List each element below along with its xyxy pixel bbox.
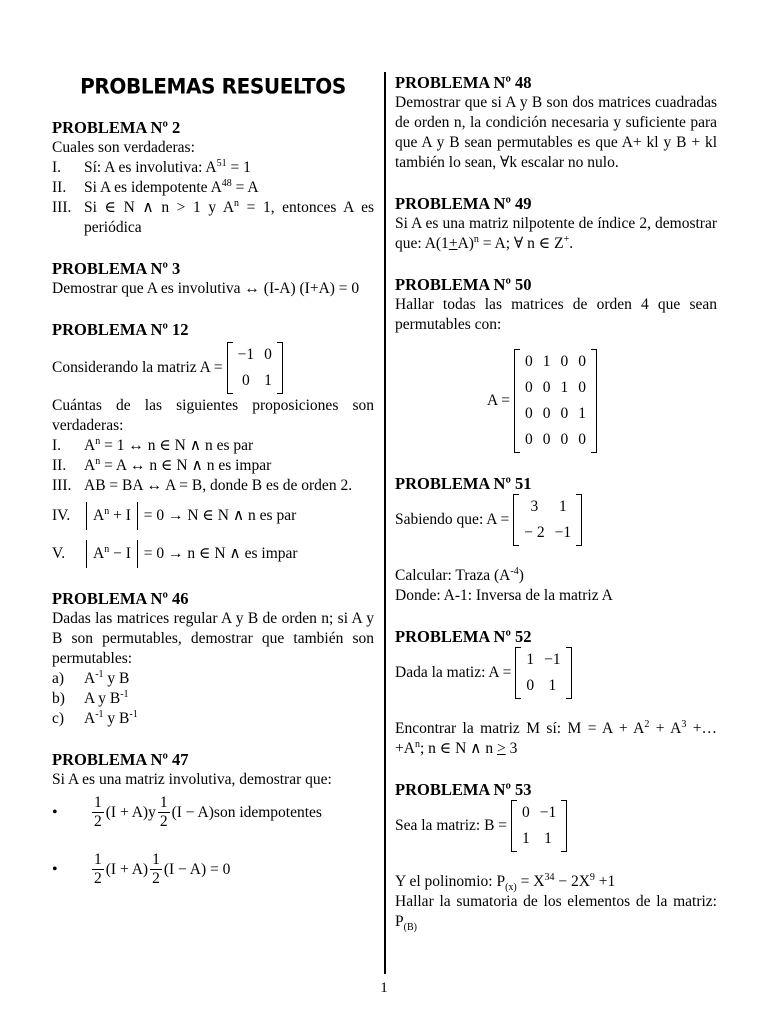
problem-49-heading: PROBLEMA Nº 49 bbox=[395, 194, 532, 213]
problem-2 bbox=[52, 117, 374, 238]
problem-3-text: Demostrar que A es involutiva ↔ (I-A) (I+A) = 0 bbox=[52, 280, 360, 297]
problem-52-text: Encontrar la matriz M sí: $M = A + A^2 + A^3$ +… $+A^n$; n ∈ N ∧ n > 3 bbox=[395, 718, 717, 757]
problem-2-intro: Cuales son verdaderas: bbox=[52, 139, 195, 156]
problem-48-heading: PROBLEMA Nº 48 bbox=[395, 73, 532, 92]
problem-52-heading: PROBLEMA Nº 52 bbox=[395, 627, 532, 646]
problem-51-lead: Sabiendo que: A = bbox=[395, 511, 510, 528]
problem-50-text: Hallar todas las matrices de orden 4 que sean permutables con: bbox=[395, 296, 717, 333]
determinant-bars: $A^n + I$ bbox=[86, 502, 138, 530]
problem-12 bbox=[52, 319, 374, 568]
matrix-a-4x4: 0 1 0 0 0 0 1 0 0 0 0 1 0 0 0 0 bbox=[514, 349, 597, 453]
problem-2-heading: PROBLEMA Nº 2 bbox=[52, 118, 181, 137]
problem-53 bbox=[395, 779, 717, 932]
problem-46-heading: PROBLEMA Nº 46 bbox=[52, 589, 189, 608]
problem-52 bbox=[395, 626, 717, 759]
list-item: IV. $A^n + I = 0 \to N$ ∈ N ∧ n es par bbox=[52, 502, 374, 530]
bullet-icon: • bbox=[52, 860, 58, 878]
problem-47-heading: PROBLEMA Nº 47 bbox=[52, 750, 189, 769]
problem-51-calc: Calcular: Traza $(A^{-4})$ bbox=[395, 565, 524, 584]
list-item: III. Si ∈ N ∧ n > 1 y $A^n = 1$, entonces A es periódica bbox=[52, 197, 374, 236]
list-item: b) A y $B^{-1}$ bbox=[52, 688, 129, 707]
right-column bbox=[395, 72, 717, 932]
matrix-a: 3 1 − 2 −1 bbox=[513, 494, 582, 546]
problem-47-text: Si A es una matriz involutiva, demostrar que: bbox=[52, 771, 332, 788]
list-item: III. AB = BA ↔ A = B, donde B es de orden 2. bbox=[52, 477, 353, 494]
problem-53-polynomial: Y el polinomio: $P_{(x)} = X^{34} - 2X^9 +1$ bbox=[395, 871, 616, 894]
problem-46-text: Dadas las matrices regular A y B de orden n; si A y B son permutables, demostrar que también son permutables: bbox=[52, 610, 374, 667]
problem-50 bbox=[395, 274, 717, 453]
page-number: 1 bbox=[380, 980, 388, 996]
list-item: V. $A^n - I = 0 \to n$ ∈ N ∧ es impar bbox=[52, 540, 374, 568]
bullet-icon: • bbox=[52, 803, 58, 821]
list-item: a) $A^{-1}$ y B bbox=[52, 668, 130, 687]
problem-48-text: Demostrar que si A y B son dos matrices cuadradas de orden n, la condición necesaria y suficiente para que A y B sean permutables es que A+ kl y B + kl también lo sean, ∀k escalar no nulo. bbox=[395, 94, 717, 171]
list-item: I. $A^n = 1$ ↔ n ∈ N ∧ n es par bbox=[52, 435, 254, 454]
matrix-a: −1 0 0 1 bbox=[227, 342, 283, 394]
matrix-a: 1 −1 0 1 bbox=[515, 647, 571, 699]
problem-53-lead: Sea la matriz: B = bbox=[395, 817, 508, 834]
problem-53-final: Hallar la sumatoria de los elementos de la matriz: $P_{(B)}$ bbox=[395, 893, 717, 934]
determinant-bars: $A^n - I$ bbox=[86, 540, 138, 568]
problem-12-heading: PROBLEMA Nº 12 bbox=[52, 320, 189, 339]
problem-51 bbox=[395, 473, 717, 606]
problem-12-lead: Considerando la matriz A = bbox=[52, 359, 223, 376]
problem-3 bbox=[52, 258, 374, 299]
problem-53-heading: PROBLEMA Nº 53 bbox=[395, 780, 532, 799]
problem-51-donde: Donde: A-1: Inversa de la matriz A bbox=[395, 587, 613, 604]
problem-49 bbox=[395, 193, 717, 254]
problem-49-text: Si A es una matriz nilpotente de índice 2, demostrar que: $A(1+A)^n = A$; ∀ n ∈ Z+. bbox=[395, 215, 717, 252]
problem-12-question: Cuántas de las siguientes proposiciones son verdaderas: bbox=[52, 397, 374, 434]
list-item: II. $A^n = A$ ↔ n ∈ N ∧ n es impar bbox=[52, 455, 272, 474]
problem-52-lead: Dada la matiz: A = bbox=[395, 664, 512, 681]
column-divider bbox=[384, 72, 386, 974]
problem-50-heading: PROBLEMA Nº 50 bbox=[395, 275, 532, 294]
matrix-b: 0 −1 1 1 bbox=[511, 800, 567, 852]
problem-51-heading: PROBLEMA Nº 51 bbox=[395, 474, 532, 493]
list-item: II. Si A es idempotente $A^{48} = A$ bbox=[52, 177, 259, 196]
list-item: • $\frac{1}{2}$ (I + A) y $\frac{1}{2}$ (I − A) son idempotentes bbox=[52, 794, 322, 830]
problem-50-label: A = bbox=[487, 392, 510, 409]
list-item: I. Sí: A es involutiva: $A^{51} = 1$ bbox=[52, 157, 251, 176]
problem-46 bbox=[52, 588, 374, 729]
list-item: • $\frac{1}{2}$ (I + A) $\frac{1}{2}$ (I − A) = 0 bbox=[52, 851, 231, 887]
left-column bbox=[52, 66, 374, 888]
problem-47 bbox=[52, 749, 374, 888]
problem-48 bbox=[395, 72, 717, 173]
problem-3-heading: PROBLEMA Nº 3 bbox=[52, 259, 181, 278]
list-item: c) $A^{-1}$ y $B^{-1}$ bbox=[52, 708, 138, 727]
page-title: PROBLEMAS RESUELTOS bbox=[80, 73, 346, 99]
